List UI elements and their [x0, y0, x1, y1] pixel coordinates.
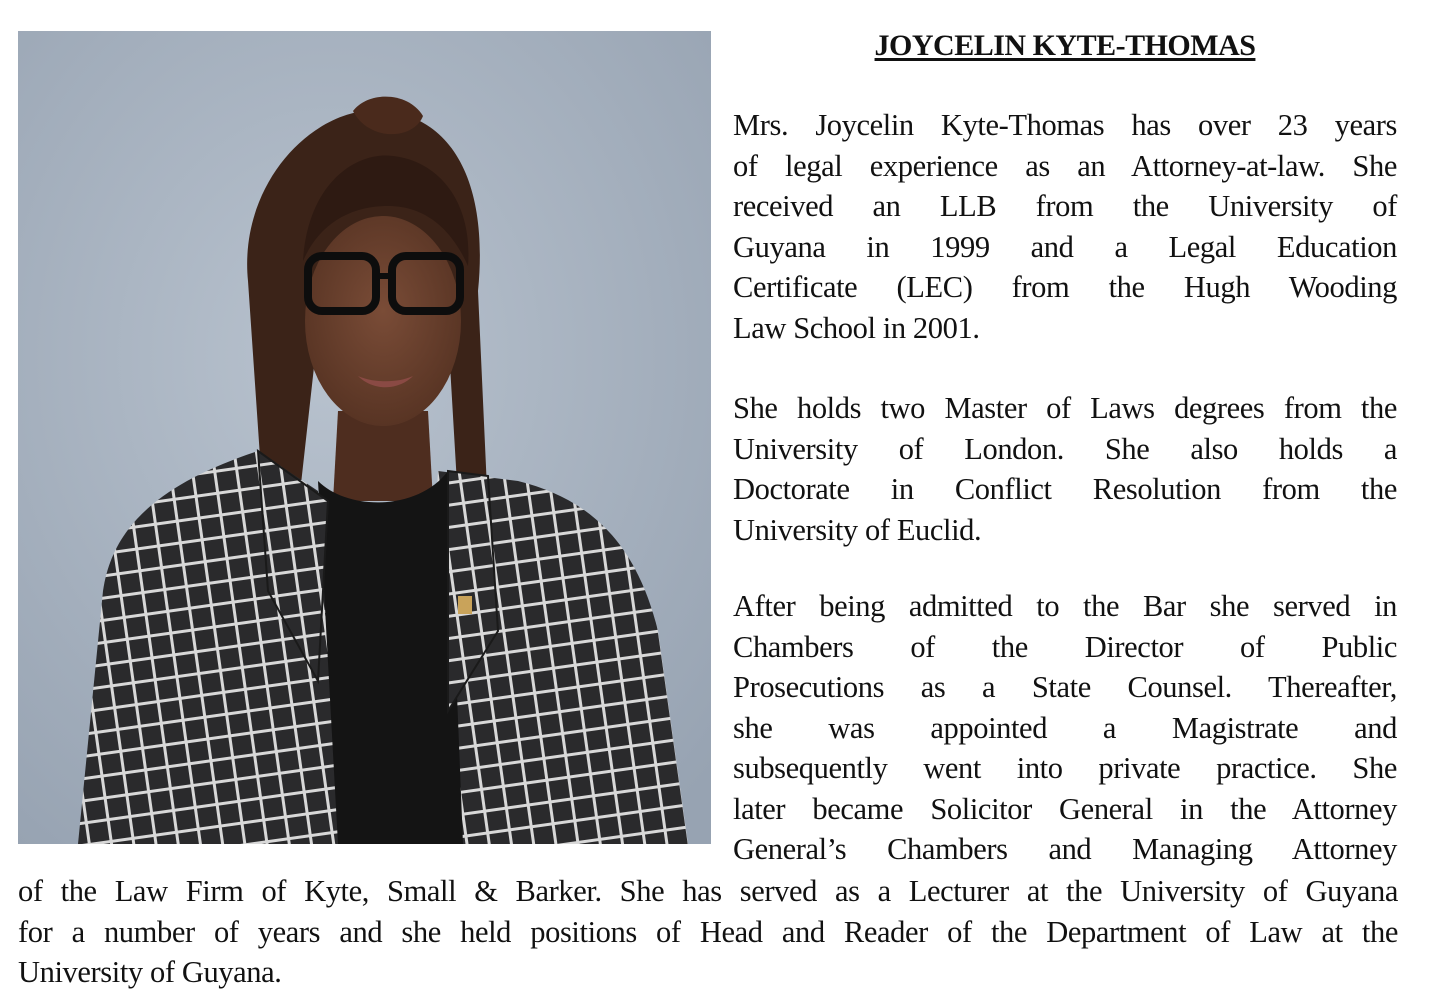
text-line: She holds two Master of Laws degrees from the: [733, 391, 1397, 425]
portrait-illustration: [18, 31, 711, 844]
text-line: she was appointed a Magistrate and: [733, 710, 1397, 745]
portrait-photo: [18, 31, 711, 844]
text-line: of the Law Firm of Kyte, Small & Barker. She has served as a Lecturer at the University of Guyana: [18, 874, 1398, 908]
bio-name-heading: JOYCELIN KYTE-THOMAS: [874, 29, 1256, 62]
text-line: of legal experience as an Attorney-at-law. She: [733, 148, 1397, 183]
bio-paragraph-education: [733, 105, 1397, 348]
text-line: for a number of years and she held positions of Head and Reader of the Department of Law at the: [18, 914, 1398, 949]
bio-paragraph-career: [733, 586, 1397, 870]
text-line: General’s Chambers and Managing Attorney: [733, 832, 1397, 866]
text-line: Certificate (LEC) from the Hugh Wooding: [733, 270, 1397, 304]
text-line: later became Solicitor General in the Attorney: [733, 791, 1397, 826]
text-line: Prosecutions as a State Counsel. Thereafter,: [733, 670, 1397, 704]
text-line: University of London. She also holds a: [733, 431, 1397, 466]
text-line: Mrs. Joycelin Kyte-Thomas has over 23 years: [733, 108, 1397, 142]
bio-paragraph-degrees: [733, 388, 1397, 550]
text-line: Law School in 2001.: [733, 310, 980, 345]
bio-paragraph-career-continued: [18, 871, 1398, 993]
text-line: Guyana in 1999 and a Legal Education: [733, 229, 1397, 264]
text-line: Doctorate in Conflict Resolution from the: [733, 472, 1397, 506]
text-line: University of Guyana.: [18, 955, 282, 989]
text-line: University of Euclid.: [733, 512, 982, 547]
text-line: After being admitted to the Bar she served in: [733, 589, 1397, 623]
text-line: Chambers of the Director of Public: [733, 629, 1397, 664]
text-line: subsequently went into private practice. She: [733, 751, 1397, 785]
text-line: received an LLB from the University of: [733, 189, 1397, 223]
